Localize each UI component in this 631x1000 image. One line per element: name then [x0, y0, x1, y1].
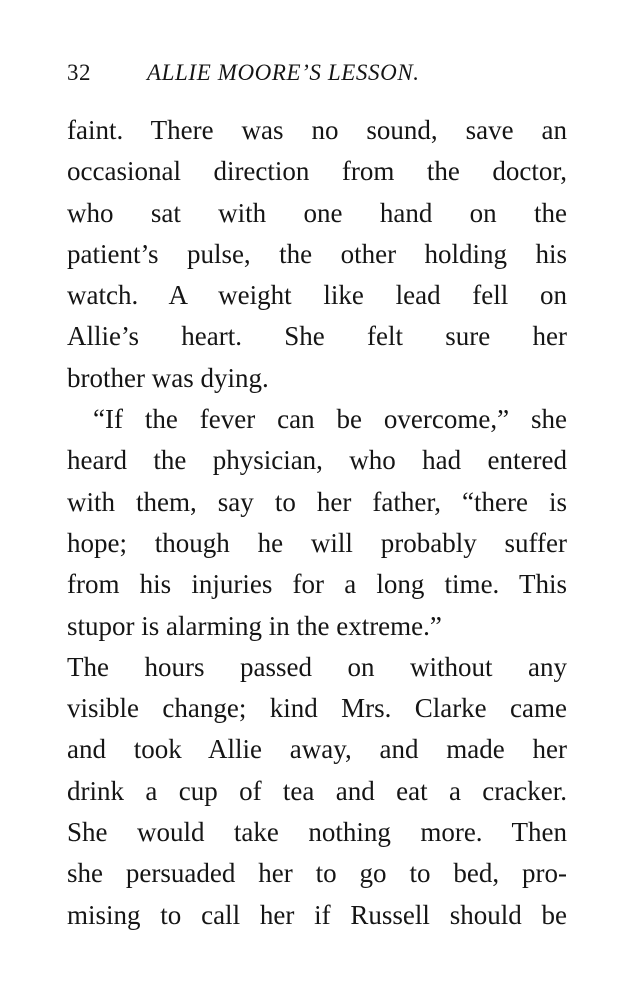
text-line: The hours passed on without any: [67, 651, 567, 682]
text-line: hope; though he will probably suffer: [67, 527, 567, 558]
paragraph: [67, 647, 567, 936]
text-line: and took Allie away, and made her: [67, 734, 567, 765]
text-line: “If the fever can be overcome,” she: [93, 404, 567, 435]
paragraph: [67, 110, 567, 399]
text-line: with them, say to her father, “there is: [67, 486, 567, 517]
text-line: watch. A weight like lead fell on: [67, 280, 567, 311]
page-header: [67, 58, 567, 88]
page-number: 32: [67, 60, 91, 85]
text-line: occasional direction from the doctor,: [67, 156, 567, 187]
text-line: mising to call her if Russell should be: [67, 899, 567, 930]
running-title: ALLIE MOORE’S LESSON.: [147, 60, 420, 85]
text-line: who sat with one hand on the: [67, 197, 567, 228]
text-line: she persuaded her to go to bed, pro-: [67, 858, 567, 889]
body-text: [67, 110, 567, 936]
text-line: faint. There was no sound, save an: [67, 115, 567, 145]
text-line: drink a cup of tea and eat a cracker.: [67, 775, 567, 806]
text-line: heard the physician, who had entered: [67, 445, 567, 476]
text-line: stupor is alarming in the extreme.”: [67, 610, 442, 641]
paragraph: [67, 399, 567, 647]
text-line: She would take nothing more. Then: [67, 817, 567, 848]
text-line: from his injuries for a long time. This: [67, 569, 567, 600]
text-line: visible change; kind Mrs. Clarke came: [67, 693, 567, 724]
text-line: Allie’s heart. She felt sure her: [67, 321, 567, 352]
text-line: patient’s pulse, the other holding his: [67, 238, 567, 269]
text-line: brother was dying.: [67, 362, 269, 393]
